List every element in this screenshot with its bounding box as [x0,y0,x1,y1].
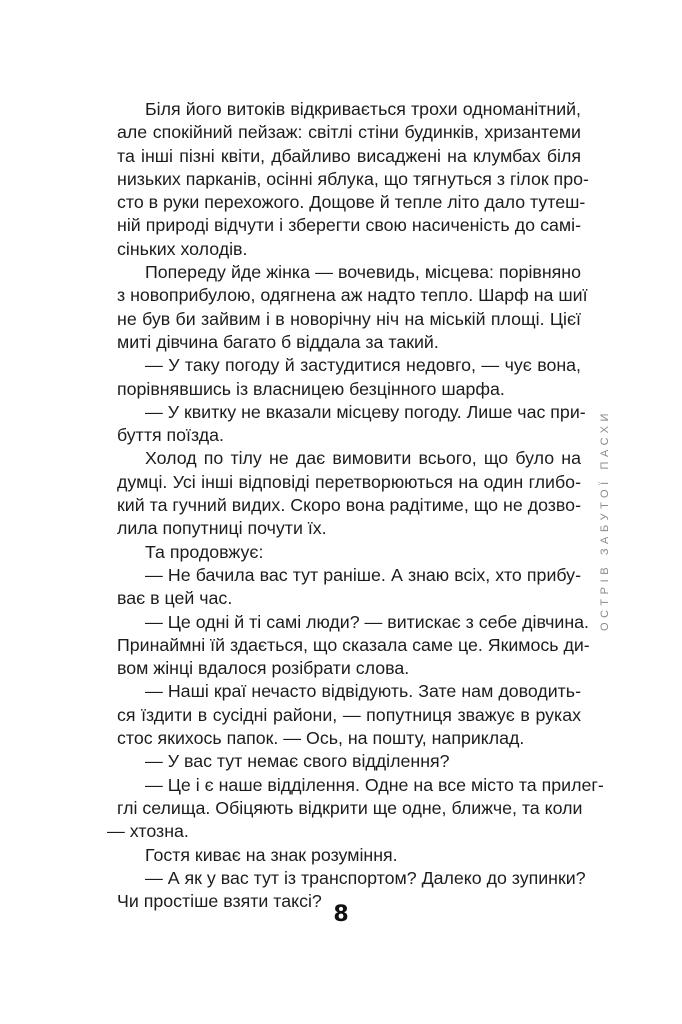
text-line: Гостя киває на знак розуміння. [145,844,398,865]
text-line: ній природі відчути і зберегти свою насиченість до самі- [117,215,581,236]
paragraph [117,750,581,773]
text-line: лила попутниці почути їх. [117,518,327,539]
text-line: — Це одні й ті самі люди? — витискає з себе дівчина. [145,611,589,632]
text-line: Та продовжує: [145,541,264,562]
text-line: — Це і є наше відділення. Одне на все місто та прилег- [145,774,604,795]
text-line: — хтозна. [107,821,189,842]
text-line: вом жінці вдалося розібрати слова. [117,658,410,679]
running-title-text: ОСТРІВ ЗАБУТОЇ ПАСХИ [599,408,611,632]
text-line: — Не бачила вас тут раніше. А знаю всіх, хто прибу- [145,564,581,585]
text-line: сто в руки перехожого. Дощове й тепле літо дало тутеш- [117,192,586,213]
text-line: порівнявшись із власницею безцінного шарфа. [117,378,505,399]
text-line: низьких парканів, осінні яблука, що тягнуться з гілок про- [117,168,589,189]
text-line: кий та гучний видих. Скоро вона радітиме, що не дозво- [117,495,581,516]
paragraph [117,680,581,750]
text-line: глі селища. Обіцяють відкрити ще одне, ближче, та коли [117,797,583,818]
text-line: — Наші краї нечасто відвідують. Зате нам доводить- [145,681,581,702]
paragraph [117,541,581,564]
paragraph [117,401,586,448]
text-line: Холод по тілу не дає вимовити всього, що було на [145,448,581,469]
paragraph [117,261,588,354]
text-line: — А як у вас тут із транспортом? Далеко до зупинки? [145,867,586,888]
page-number: 8 [333,902,349,927]
body-text [107,98,604,913]
paragraph [117,564,581,611]
text-line: не був би зайвим і в новорічну ніч на міській площі. Цієї [117,308,581,329]
text-line: з новоприбулою, одягнена аж надто тепло. Шарф на шиї [117,285,588,306]
text-line: буття поїзда. [117,425,224,446]
paragraph [107,774,604,844]
paragraph [117,447,581,540]
text-line: ся їздити в сусідні райони, — попутниця зважує в руках [117,704,581,725]
paragraph [117,354,581,401]
running-title [600,390,610,650]
text-line: Принаймні їй здається, що сказала саме це. Якимось ди- [117,634,590,655]
text-line: стос якихось папок. — Ось, на пошту, наприклад. [117,728,525,749]
text-line: Попереду йде жінка — вочевидь, місцева: порівняно [145,262,581,283]
paragraph [117,611,590,681]
text-line: думці. Усі інші відповіді перетворюються на один глибо- [117,471,581,492]
text-line: — У квитку не вказали місцеву погоду. Лише час при- [145,401,586,422]
paragraph [117,98,589,261]
text-line: ває в цей час. [117,588,233,609]
text-line: та інші пізні квіти, дбайливо висаджені на клумбах біля [117,145,581,166]
text-line: Чи простіше взяти таксі? [117,891,322,912]
text-line: миті дівчина багато б віддала за такий. [117,331,439,352]
text-line: сіньких холодів. [117,238,248,259]
text-line: Біля його витоків відкривається трохи одноманітний, [145,99,581,119]
text-line: але спокійний пейзаж: світлі стіни будинків, хризантеми [117,122,581,143]
text-line: — У таку погоду й застудитися недовго, — чує вона, [145,355,581,376]
paragraph [117,844,581,867]
text-line: — У вас тут немає свого відділення? [145,751,450,772]
